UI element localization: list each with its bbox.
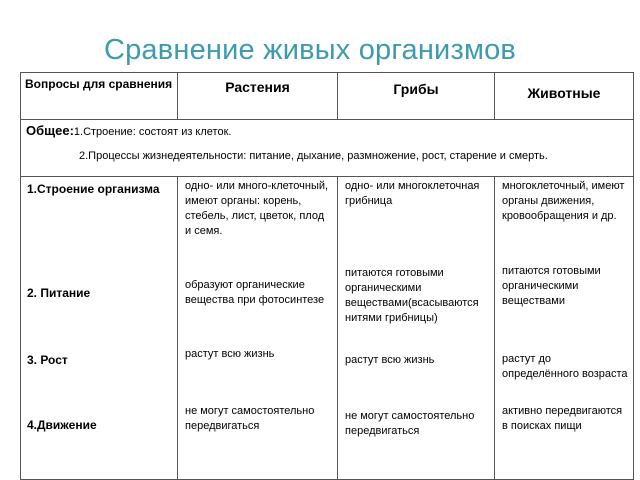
header-animals	[495, 73, 634, 120]
animals-growth: растут до определённого возраста	[502, 353, 628, 380]
fungi-structure: одно- или многоклеточная грибница	[345, 180, 480, 207]
header-questions: Вопросы для сравнения	[21, 73, 178, 120]
details-row	[21, 177, 634, 480]
criterion-movement: 4.Движение	[27, 418, 97, 432]
fungi-movement: не могут самостоятельно передвигаться	[345, 410, 475, 437]
plants-column	[178, 177, 338, 480]
criterion-structure: 1.Строение организма	[27, 182, 160, 196]
criteria-column	[21, 177, 178, 480]
header-fungi-label: Грибы	[393, 81, 439, 97]
common-line-2: 2.Процессы жизнедеятельности: питание, дыхание, размножение, рост, старение и смерть.	[79, 150, 548, 162]
header-plants	[178, 73, 338, 120]
fungi-nutrition: питаются готовыми органическими веществами(всасываются нитями грибницы)	[345, 267, 479, 324]
plants-growth: растут всю жизнь	[185, 348, 275, 360]
plants-nutrition: образуют органические вещества при фотосинтезе	[185, 279, 325, 306]
header-row	[21, 73, 634, 120]
common-row	[21, 120, 634, 177]
animals-nutrition: питаются готовыми органическими веществами	[502, 265, 601, 307]
fungi-growth: растут всю жизнь	[345, 354, 435, 366]
comparison-table	[20, 72, 634, 480]
animals-structure: многоклеточный, имеют органы движения, кровообращения и др.	[502, 180, 625, 222]
common-cell	[21, 120, 634, 177]
common-label: Общее:	[26, 123, 74, 138]
criterion-growth: 3. Рост	[27, 353, 68, 367]
fungi-column	[338, 177, 495, 480]
header-animals-label: Животные	[527, 85, 601, 101]
header-fungi	[338, 73, 495, 120]
animals-movement: активно передвигаются в поисках пищи	[502, 405, 623, 432]
criterion-nutrition: 2. Питание	[27, 286, 91, 300]
page-title: Сравнение живых организмов	[103, 34, 517, 66]
plants-movement: не могут самостоятельно передвигаться	[185, 405, 315, 432]
animals-column	[495, 177, 634, 480]
plants-structure: одно- или много-клеточный, имеют органы: корень, стебель, лист, цветок, плод и семя.	[185, 180, 329, 237]
header-plants-label: Растения	[225, 79, 290, 95]
common-line-1: 1.Строение: состоят из клеток.	[73, 126, 232, 138]
